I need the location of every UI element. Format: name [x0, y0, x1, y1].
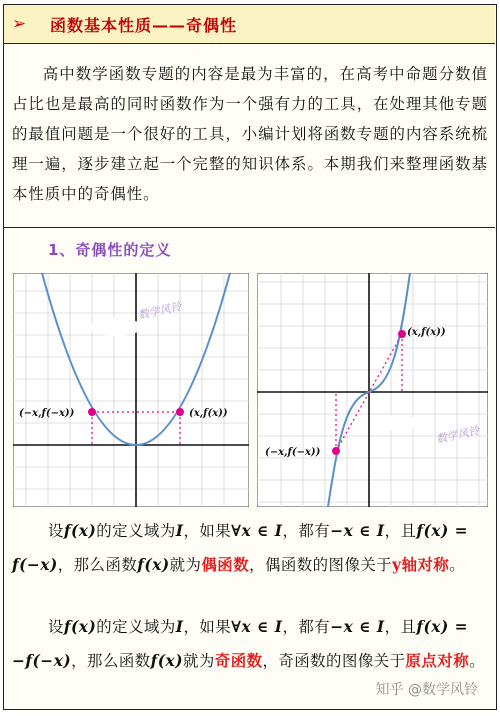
label-positive-point: (x,f(x)): [189, 408, 228, 419]
section-divider: [4, 227, 495, 228]
odd-function-graph: [257, 273, 488, 507]
text-fragment: ，奇函数的图像关于: [262, 652, 406, 670]
term-y-axis-symmetry: y轴对称: [392, 556, 450, 574]
point-positive-x: [398, 330, 406, 338]
text-fragment: ，那么函数: [57, 556, 138, 574]
text-fragment: 的定义域为: [96, 522, 176, 540]
watermark-blob: [90, 318, 142, 336]
label-negative-point: (−x,f(−x)): [265, 447, 321, 458]
even-function-graph: [13, 273, 249, 507]
math-domain: I: [175, 522, 184, 540]
point-negative-x: [88, 408, 96, 416]
text-fragment: 设: [48, 522, 64, 540]
intro-paragraph: 高中数学函数专题的内容是最为丰富的，在高考中命题分数值占比也是最高的同时函数作为一个强有力的工具，在处理其他专题的最值问题是一个很好的工具，小编计划将函数专题的内容系统梳理一遍，逐步建立起一个完整的知识体系。本期我们来整理函数基本性质中的奇偶性。: [12, 65, 488, 203]
watermark: 数学风铃: [434, 424, 481, 446]
text-fragment: ，如果: [183, 618, 232, 636]
text-fragment: 就为: [183, 652, 215, 670]
math-forall: ∀x ∈ I: [231, 522, 283, 540]
text-fragment: 。: [449, 556, 466, 574]
text-fragment: ，且: [384, 618, 417, 636]
label-negative-point: (−x,f(−x)): [19, 408, 75, 419]
text-fragment: 的定义域为: [96, 618, 176, 636]
math-domain: I: [175, 618, 184, 636]
math-fx: f(x): [150, 652, 183, 670]
page-title: 函数基本性质——奇偶性: [50, 15, 238, 35]
point-negative-x: [332, 447, 340, 455]
text-fragment: 设: [48, 618, 64, 636]
term-origin-symmetry: 原点对称: [405, 652, 470, 670]
math-equation: f(x) = f(−x): [12, 522, 468, 574]
text-fragment: ，都有: [282, 522, 331, 540]
math-forall: ∀x ∈ I: [231, 618, 283, 636]
section-title: 1、奇偶性的定义: [48, 241, 172, 259]
text-fragment: ，那么函数: [71, 652, 151, 670]
math-neg-x: −x ∈ I: [330, 522, 385, 540]
math-fx: f(x): [63, 618, 97, 636]
math-neg-x: −x ∈ I: [330, 618, 385, 636]
text-fragment: 。: [469, 652, 485, 670]
arrow-bullet-icon: ➢: [12, 14, 27, 34]
watermark: 数学风铃: [136, 300, 183, 322]
term-odd-function: 奇函数: [214, 652, 263, 670]
watermark-blob: [375, 415, 419, 431]
text-fragment: 就为: [169, 556, 202, 574]
odd-function-definition: [12, 610, 488, 678]
label-positive-point: (x,f(x)): [407, 327, 446, 338]
text-fragment: ，如果: [183, 522, 232, 540]
term-even-function: 偶函数: [201, 556, 250, 574]
math-fx: f(x): [63, 522, 97, 540]
point-positive-x: [176, 408, 184, 416]
header-bar: [4, 5, 495, 44]
even-function-definition: [12, 514, 488, 582]
source-watermark: 知乎 @数学风铃: [375, 682, 478, 698]
text-fragment: ，偶函数的图像关于: [249, 556, 393, 574]
text-fragment: ，都有: [282, 618, 331, 636]
math-equation: f(x) = −f(−x): [12, 618, 468, 670]
content-frame: [3, 4, 497, 710]
text-fragment: ，且: [384, 522, 417, 540]
math-fx: f(x): [137, 556, 170, 574]
